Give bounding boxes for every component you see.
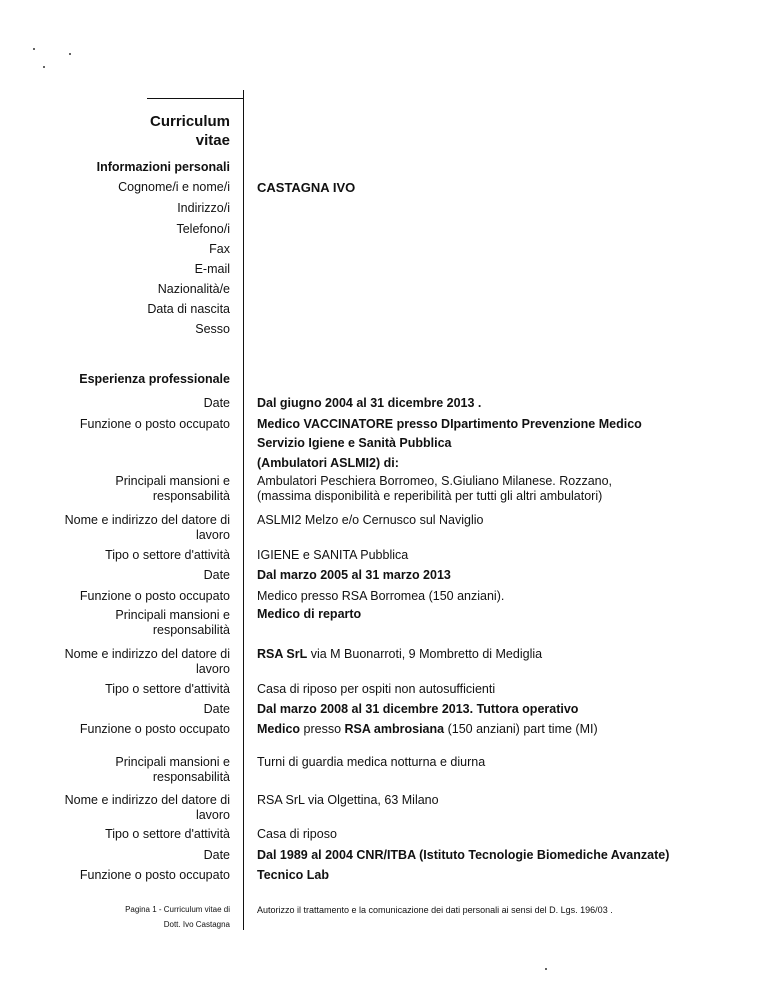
sex-label: Sesso bbox=[195, 322, 230, 336]
duties-label-line2: responsabilità bbox=[152, 489, 230, 503]
address-label: Indirizzo/i bbox=[177, 201, 230, 215]
employer-label-line1: Nome e indirizzo del datore di bbox=[64, 647, 230, 661]
nationality-label: Nazionalità/e bbox=[157, 282, 230, 296]
section-personal-info: Informazioni personali bbox=[96, 160, 230, 174]
name-label: Cognome/i e nome/i bbox=[118, 180, 230, 194]
duties-value: Turni di guardia medica notturna e diurna bbox=[257, 755, 486, 769]
cv-title-line2: vitae bbox=[195, 132, 230, 149]
header-rule bbox=[147, 98, 243, 99]
role-value-line3: (Ambulatori ASLMI2) di: bbox=[257, 456, 399, 470]
role-value-line1: Medico VACCINATORE presso DIpartimento Prevenzione Medico bbox=[257, 417, 642, 431]
employer-name: RSA SrL bbox=[257, 647, 308, 661]
sector-value: Casa di riposo per ospiti non autosufficienti bbox=[257, 682, 496, 696]
role-label: Funzione o posto occupato bbox=[79, 589, 230, 603]
phone-label: Telefono/i bbox=[176, 222, 230, 236]
duties-value: Medico di reparto bbox=[257, 607, 362, 621]
employer-label-line1: Nome e indirizzo del datore di bbox=[64, 793, 230, 807]
scan-speck bbox=[69, 53, 71, 55]
date-label: Date bbox=[203, 848, 230, 862]
employer-label bbox=[40, 513, 230, 543]
duties-label bbox=[40, 608, 230, 638]
name-value: CASTAGNA IVO bbox=[257, 180, 356, 195]
role-facility: RSA ambrosiana bbox=[344, 722, 445, 736]
employer-address: via M Buonarroti, 9 Mombretto di Mediglia bbox=[307, 647, 543, 661]
employer-value: ASLMI2 Melzo e/o Cernusco sul Naviglio bbox=[257, 513, 484, 527]
duties-label-line2: responsabilità bbox=[152, 770, 230, 784]
date-label: Date bbox=[203, 396, 230, 410]
date-value: Dal marzo 2008 al 31 dicembre 2013. Tuttora operativo bbox=[257, 702, 579, 716]
role-value: Medico presso RSA Borromea (150 anziani). bbox=[257, 589, 505, 603]
sector-label: Tipo o settore d'attività bbox=[105, 827, 230, 841]
section-work-experience: Esperienza professionale bbox=[79, 372, 230, 386]
date-value: Dal giugno 2004 al 31 dicembre 2013 . bbox=[257, 396, 482, 410]
sector-value: Casa di riposo bbox=[257, 827, 337, 841]
employer-label bbox=[40, 793, 230, 823]
scan-speck bbox=[33, 48, 35, 50]
duties-label-line1: Principali mansioni e bbox=[115, 755, 230, 769]
scan-speck bbox=[43, 66, 45, 68]
sector-value: IGIENE e SANITA Pubblica bbox=[257, 548, 409, 562]
role-value-line2: Servizio Igiene e Sanità Pubblica bbox=[257, 436, 452, 450]
role-title: Medico bbox=[257, 722, 301, 736]
cv-title-line1: Curriculum bbox=[149, 113, 230, 130]
birth-date-label: Data di nascita bbox=[147, 302, 230, 316]
employer-label bbox=[40, 647, 230, 677]
employer-label-line1: Nome e indirizzo del datore di bbox=[64, 513, 230, 527]
duties-label-line1: Principali mansioni e bbox=[115, 608, 230, 622]
scan-speck bbox=[545, 968, 547, 970]
privacy-consent: Autorizzo il trattamento e la comunicazione dei dati personali ai sensi del D. Lgs. 196/03 . bbox=[257, 905, 613, 915]
duties-value-line1: Ambulatori Peschiera Borromeo, S.Giuliano Milanese. Rozzano, bbox=[257, 474, 613, 488]
employer-label-line2: lavoro bbox=[195, 662, 230, 676]
duties-label-line2: responsabilità bbox=[152, 623, 230, 637]
date-value: Dal marzo 2005 al 31 marzo 2013 bbox=[257, 568, 451, 582]
duties-label-line1: Principali mansioni e bbox=[115, 474, 230, 488]
role-value bbox=[257, 722, 757, 737]
date-label: Date bbox=[203, 568, 230, 582]
date-value: Dal 1989 al 2004 CNR/ITBA (Istituto Tecnologie Biomediche Avanzate) bbox=[257, 848, 670, 862]
email-label: E-mail bbox=[194, 262, 230, 276]
employer-value bbox=[257, 647, 757, 662]
sector-label: Tipo o settore d'attività bbox=[105, 548, 230, 562]
role-label: Funzione o posto occupato bbox=[79, 722, 230, 736]
employer-label-line2: lavoro bbox=[195, 808, 230, 822]
role-label: Funzione o posto occupato bbox=[79, 417, 230, 431]
date-label: Date bbox=[203, 702, 230, 716]
role-connector: presso bbox=[300, 722, 345, 736]
duties-value-line2: (massima disponibilità e reperibilità per tutti gli altri ambulatori) bbox=[257, 489, 603, 503]
duties-label bbox=[40, 755, 230, 785]
employer-value: RSA SrL via Olgettina, 63 Milano bbox=[257, 793, 439, 807]
role-label: Funzione o posto occupato bbox=[79, 868, 230, 882]
role-value: Tecnico Lab bbox=[257, 868, 330, 882]
sector-label: Tipo o settore d'attività bbox=[105, 682, 230, 696]
employer-label-line2: lavoro bbox=[195, 528, 230, 542]
page-footer bbox=[40, 904, 230, 930]
role-details: (150 anziani) part time (MI) bbox=[444, 722, 598, 736]
page-footer-line1: Pagina 1 - Curriculum vitae di bbox=[125, 905, 230, 914]
column-divider bbox=[243, 90, 244, 930]
page-footer-line2: Dott. Ivo Castagna bbox=[163, 920, 230, 929]
duties-value bbox=[257, 474, 757, 504]
duties-label bbox=[40, 474, 230, 504]
fax-label: Fax bbox=[209, 242, 230, 256]
